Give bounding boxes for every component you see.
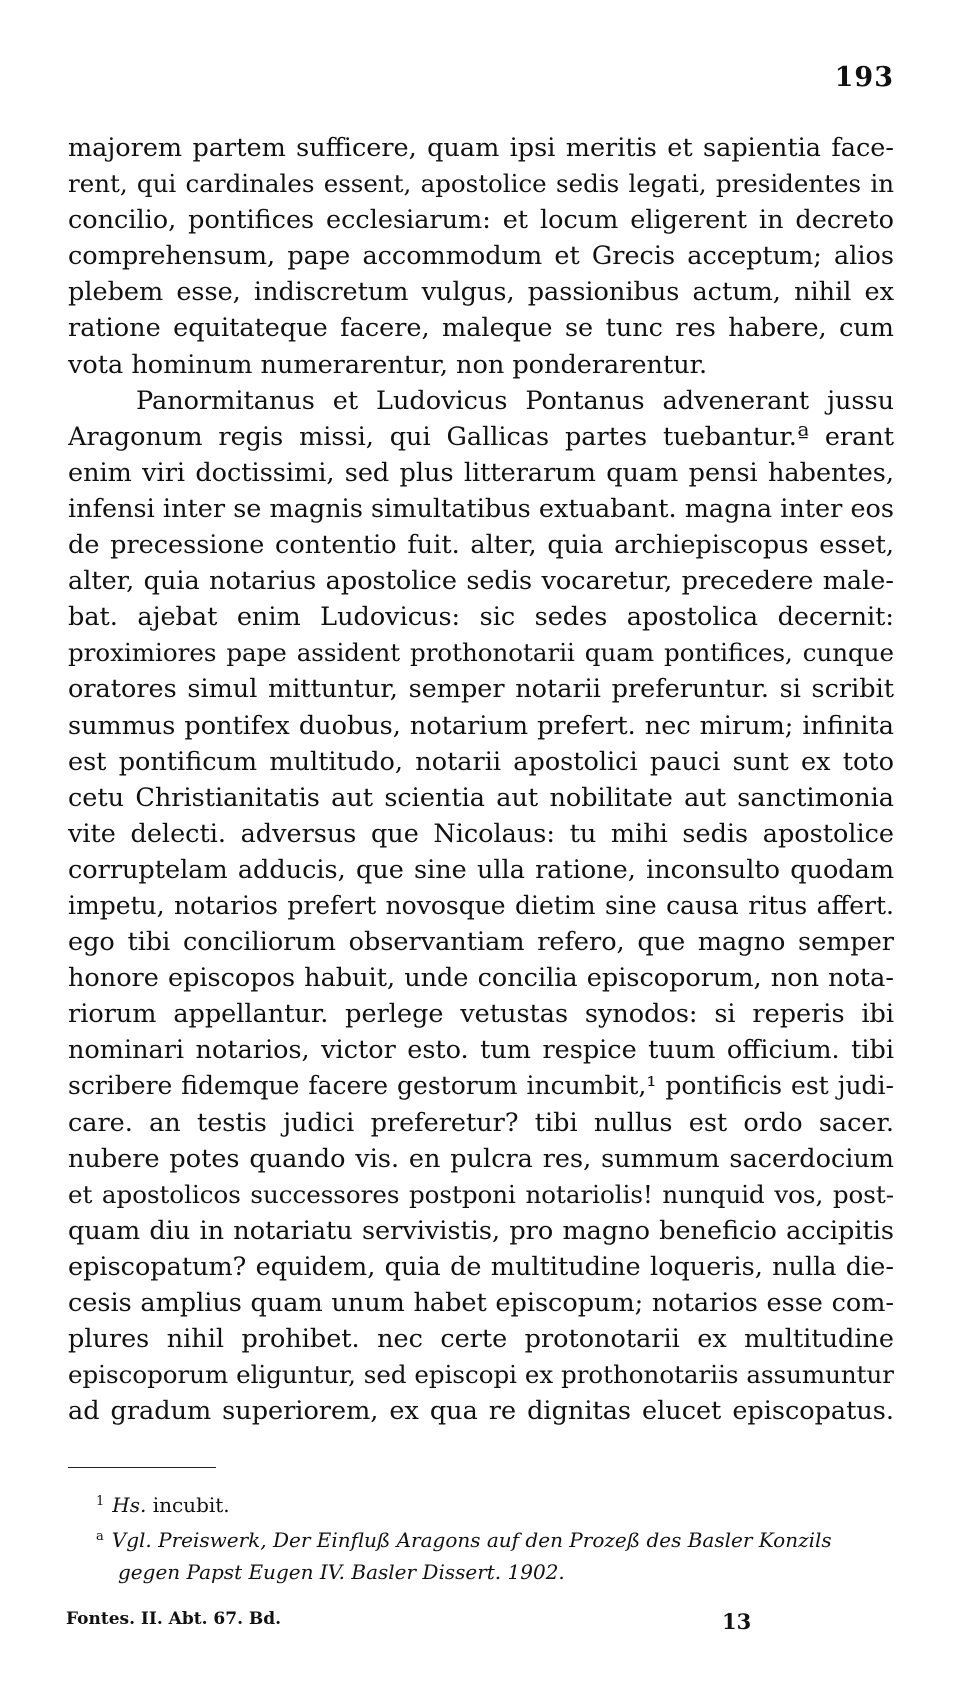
- text-line: Aragonum regis missi, qui Gallicas partes tuebantur.ª erant: [68, 421, 894, 452]
- text-line: summus pontifex duobus, notarium prefert. nec mirum; infinita: [68, 710, 894, 741]
- text-line: majorem partem sufficere, quam ipsi meritis et sapientia face-: [68, 133, 894, 163]
- text-line: alter, quia notarius apostolice sedis vocaretur, precedere male-: [68, 566, 894, 597]
- text-line: bat. ajebat enim Ludovicus: sic sedes apostolica decernit:: [68, 602, 894, 633]
- body-text: [68, 130, 894, 1429]
- text-line: episcoporum eliguntur, sed episcopi ex prothonotariis assumuntur: [68, 1360, 894, 1390]
- footnote-1: [96, 1486, 896, 1521]
- text-line: corruptelam adducis, que sine ulla ratione, inconsulto quodam: [68, 854, 894, 885]
- footer-series: Fontes. II. Abt. 67. Bd.: [66, 1609, 282, 1629]
- text-line: quam diu in notariatu servivistis, pro magno beneficio accipitis: [68, 1215, 894, 1246]
- text-line: ad gradum superiorem, ex qua re dignitas elucet episcopatus.: [68, 1396, 894, 1427]
- text-line: infensi inter se magnis simultatibus extuabant. magna inter eos: [68, 493, 894, 524]
- text-line: de precessione contentio fuit. alter, quia archiepiscopus esset,: [68, 530, 894, 561]
- text-line: ego tibi conciliorum observantiam refero, que magno semper: [68, 927, 894, 958]
- text-line: rent, qui cardinales essent, apostolice sedis legati, presidentes in: [68, 169, 894, 199]
- text-line: cesis amplius quam unum habet episcopum; notarios esse com-: [68, 1288, 894, 1318]
- footnote-text: gegen Papst Eugen IV. Basler Dissert. 1902.: [118, 1560, 565, 1584]
- footnote-divider: [68, 1467, 216, 1468]
- text-line: honore episcopos habuit, unde concilia episcoporum, non nota-: [68, 963, 894, 994]
- text-line: ratione equitateque facere, maleque se tunc res habere, cum: [68, 313, 894, 344]
- footnote-marker: 1: [96, 1494, 105, 1509]
- page-footer: [66, 1609, 802, 1634]
- footnote-marker: a: [96, 1529, 104, 1544]
- text-line: proximiores pape assident prothonotarii quam pontifices, cunque: [68, 638, 894, 668]
- text-line: est pontificum multitudo, notarii apostolici pauci sunt ex toto: [68, 746, 894, 777]
- text-line: comprehensum, pape accommodum et Grecis acceptum; alios: [68, 241, 894, 272]
- text-line: episcopatum? equidem, quia de multitudine loqueris, nulla die-: [68, 1251, 894, 1282]
- text-line: Panormitanus et Ludovicus Pontanus advenerant jussu: [136, 385, 894, 416]
- text-line: plebem esse, indiscretum vulgus, passionibus actum, nihil ex: [68, 277, 894, 308]
- text-line: et apostolicos successores postponi notariolis! nunquid vos, post-: [68, 1179, 894, 1209]
- text-line: impetu, notarios prefert novosque dietim sine causa ritus affert.: [68, 890, 894, 920]
- footnote-a: [96, 1521, 896, 1556]
- footnotes: [96, 1486, 896, 1588]
- text-line: nominari notarios, victor esto. tum respice tuum officium. tibi: [68, 1035, 894, 1066]
- text-line: concilio, pontifices ecclesiarum: et locum eligerent in decreto: [68, 205, 894, 236]
- signature-mark: 13: [722, 1609, 752, 1634]
- text-line: nubere potes quando vis. en pulcra res, summum sacerdocium: [68, 1143, 894, 1174]
- footnote-text: Vgl. Preiswerk, Der Einfluß Aragons auf den Prozeß des Basler Konzils: [111, 1528, 832, 1552]
- text-line: cetu Christianitatis aut scientia aut nobilitate aut sanctimonia: [68, 782, 894, 813]
- text-line: riorum appellantur. perlege vetustas synodos: si reperis ibi: [68, 999, 894, 1030]
- text-line: plures nihil prohibet. nec certe protonotarii ex multitudine: [68, 1324, 894, 1355]
- footnote-abbreviation: Hs.: [112, 1493, 147, 1517]
- text-line: vota hominum numerarentur, non ponderarentur.: [68, 349, 708, 380]
- footnote-a-continuation: [96, 1556, 896, 1588]
- page-number: 193: [834, 62, 894, 93]
- text-line: scribere fidemque facere gestorum incumbit,¹ pontificis est judi-: [68, 1071, 894, 1101]
- text-line: enim viri doctissimi, sed plus litterarum quam pensi habentes,: [68, 457, 894, 488]
- text-line: care. an testis judici preferetur? tibi nullus est ordo sacer.: [68, 1107, 894, 1138]
- text-line: vite delecti. adversus que Nicolaus: tu mihi sedis apostolice: [68, 818, 894, 849]
- footnote-text: incubit.: [152, 1493, 230, 1517]
- text-line: oratores simul mittuntur, semper notarii preferuntur. si scribit: [68, 674, 894, 705]
